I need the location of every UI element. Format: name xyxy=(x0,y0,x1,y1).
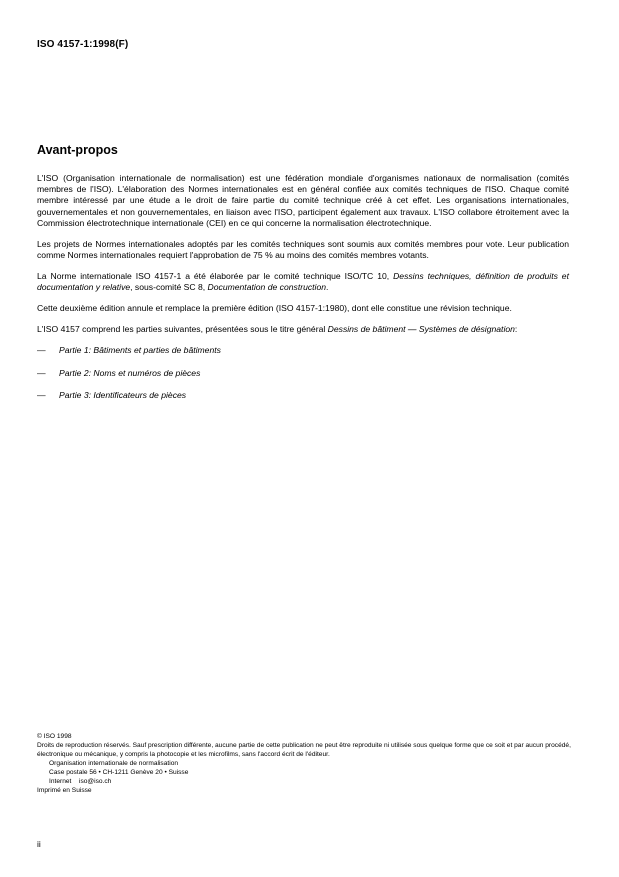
copyright-line: © ISO 1998 xyxy=(37,733,72,740)
printed-in: Imprimé en Suisse xyxy=(37,787,92,794)
internet-email: iso@iso.ch xyxy=(79,778,112,785)
parts-intro-colon: : xyxy=(514,324,518,335)
org-internet xyxy=(37,777,577,786)
subcommittee-title-italic: Documentation de construction xyxy=(207,282,327,293)
org-address: Case postale 56 • CH-1211 Genève 20 • Suisse xyxy=(49,769,189,776)
rights-notice: Droits de reproduction réservés. Sauf prescription différente, aucune partie de cette publication ne peut être reproduite ni utilisée sous quelque forme que ce soit et par aucun procédé, électronique ou mécanique, y compris la photocopie et les microfilms, sans l'accord écrit de l'éditeur. xyxy=(37,742,571,758)
page-number: ii xyxy=(37,839,41,849)
list-dash: — xyxy=(37,367,46,378)
list-dash: — xyxy=(37,345,46,356)
copyright-footer xyxy=(37,732,577,795)
list-item-text: Partie 3: Identificateurs de pièces xyxy=(59,390,187,400)
paragraph-edition: Cette deuxième édition annule et remplace la première édition (ISO 4157-1:1980), dont elle constitue une révision technique. xyxy=(37,303,512,314)
committee-text-3: . xyxy=(326,282,329,293)
general-title-italic: Dessins de bâtiment — Systèmes de désignation xyxy=(327,324,515,335)
parts-list xyxy=(37,345,569,401)
committee-title-italic: Dessins techniques, définition de produits et documentation y relative xyxy=(37,271,569,293)
list-dash: — xyxy=(37,390,46,400)
list-item xyxy=(37,390,569,401)
paragraph-voting: Les projets de Normes internationales adoptés par les comités techniques sont soumis aux comités membres pour vote. Leur publication comme Normes internationales requiert l'approbation de 75 % au moins des comités membres votants. xyxy=(37,238,569,261)
org-name: Organisation internationale de normalisation xyxy=(49,760,179,767)
list-item-text: Partie 1: Bâtiments et parties de bâtiments xyxy=(59,345,221,356)
list-item xyxy=(37,345,569,356)
committee-text-2: , sous-comité SC 8, xyxy=(130,282,208,293)
list-item xyxy=(37,368,569,379)
list-item-text: Partie 2: Noms et numéros de pièces xyxy=(59,367,201,378)
document-body xyxy=(37,173,569,412)
internet-label: Internet xyxy=(49,778,72,785)
parts-intro-text: L'ISO 4157 comprend les parties suivantes, présentées sous le titre général xyxy=(37,324,328,335)
paragraph-parts-intro xyxy=(37,324,569,335)
paragraph-committee xyxy=(37,271,569,293)
committee-text-1: La Norme internationale ISO 4157-1 a été élaborée par le comité technique ISO/TC 10, xyxy=(37,271,394,282)
document-id: ISO 4157-1:1998(F) xyxy=(37,39,129,50)
section-title: Avant-propos xyxy=(37,143,118,157)
paragraph-iso-intro: L'ISO (Organisation internationale de normalisation) est une fédération mondiale d'organismes nationaux de normalisation (comités membres de l'ISO). L'élaboration des Normes internationales est en général confiée aux comités techniques de l'ISO. Chaque comité membre intéressé par une étude a le droit de faire partie du comité technique créé à cet effet. Les organisations internationales, gouvernementales et non gouvernementales, en liaison avec l'ISO, participent également aux travaux. L'ISO collabore étroitement avec la Commission électrotechnique internationale (CEI) en ce qui concerne la normalisation électrotechnique. xyxy=(37,173,569,228)
